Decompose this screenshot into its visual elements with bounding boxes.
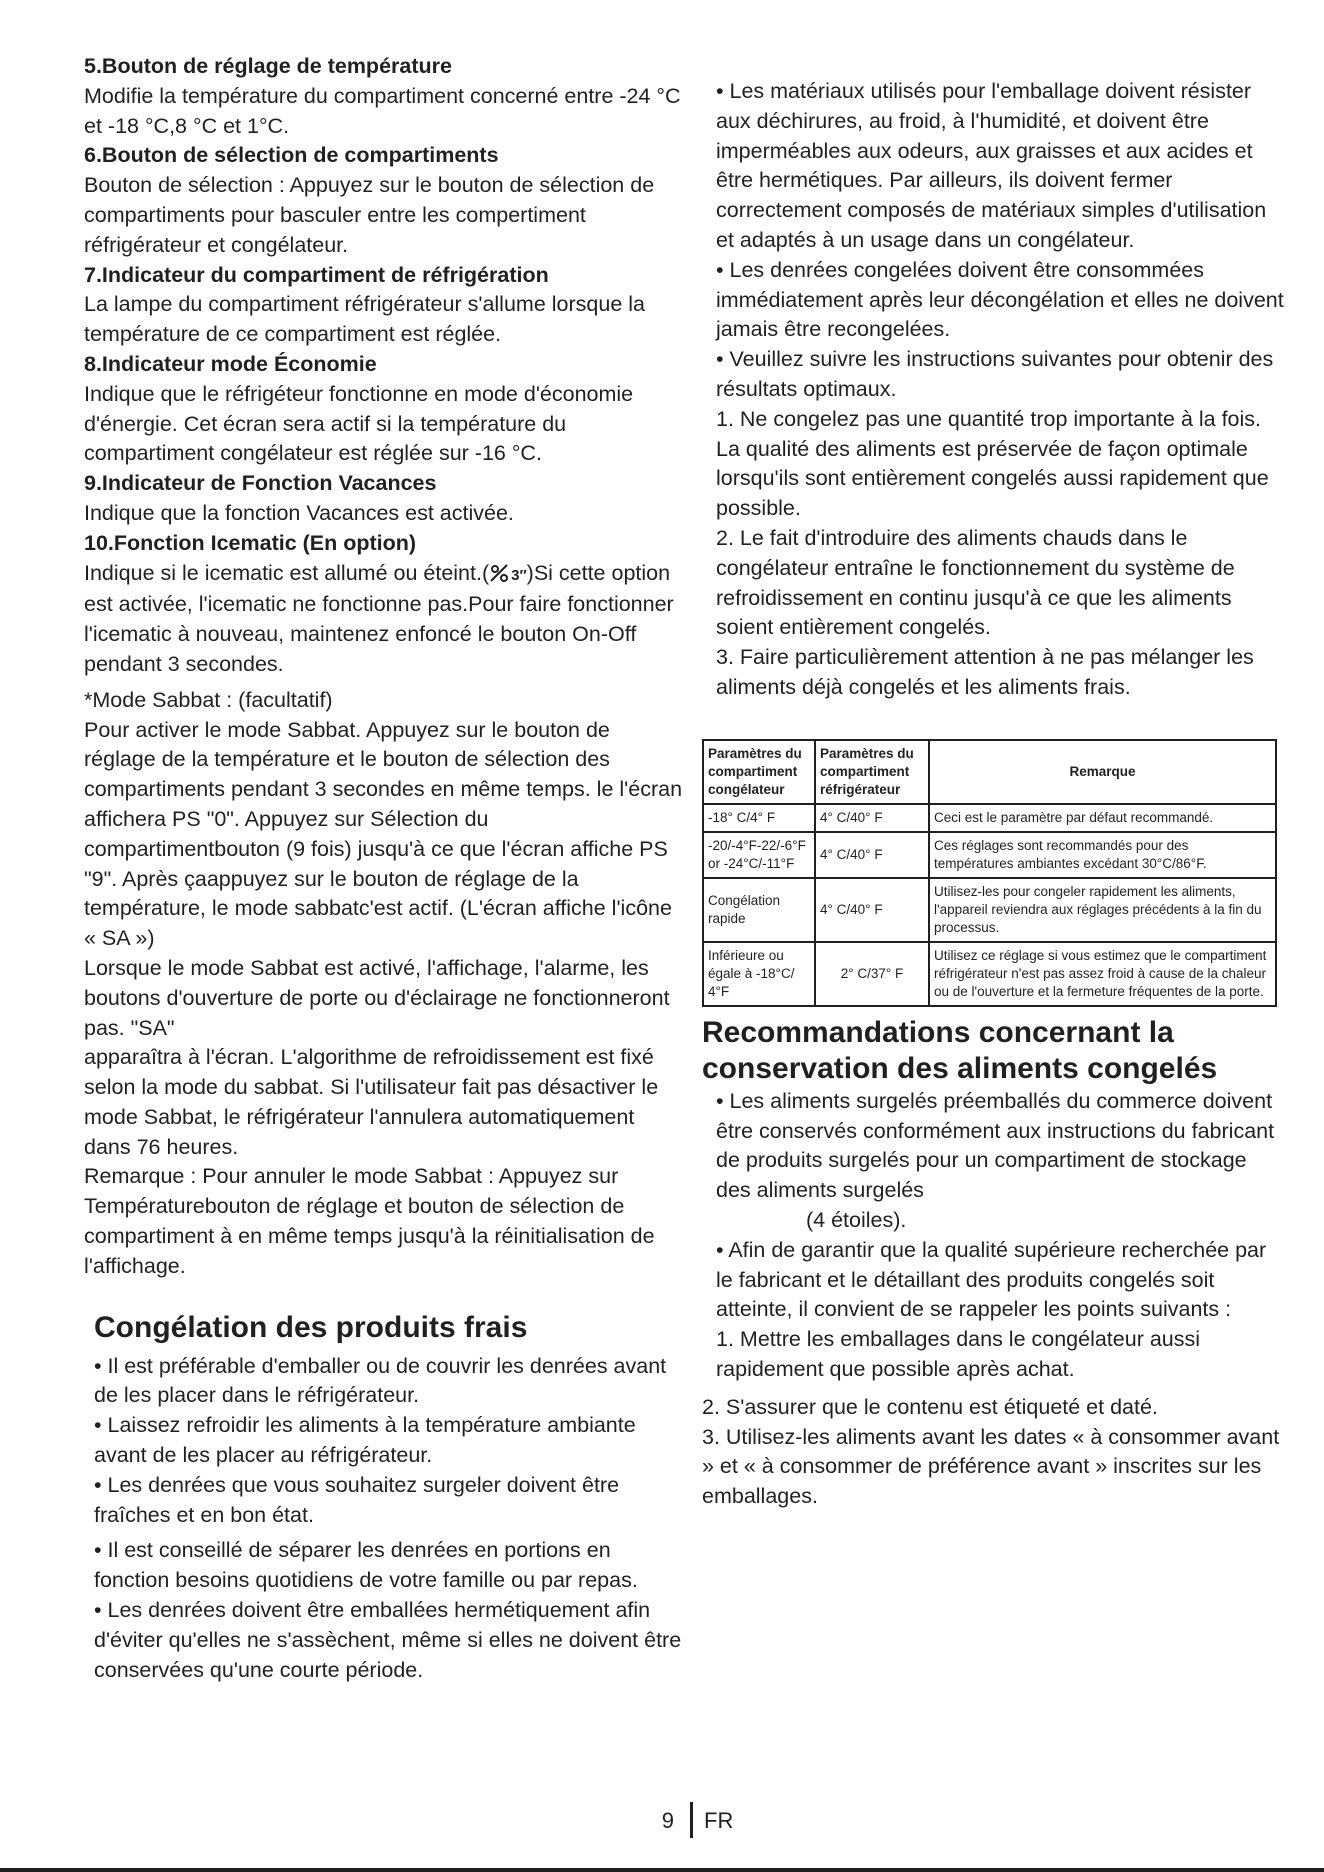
storage-bullet-1: • Les aliments surgelés préemballés du commerce doivent être conservés conformément aux instructions du fabricant de produits surgelés pour un compartiment de stockage des aliments surgelés <box>716 1088 1275 1203</box>
freezer-cell: Congélation rapide <box>703 878 815 942</box>
footer-divider <box>690 1802 693 1838</box>
right-column <box>702 77 1287 1512</box>
fridge-cell: 2° C/37° F <box>815 942 929 1006</box>
instruction-1: 1. Ne congelez pas une quantité trop importante à la fois. La qualité des aliments est préservée de façon optimale lorsqu'ils sont entièrement congelés aussi rapidement que possible. <box>716 406 1269 521</box>
section-5-text: Modifie la température du compartiment concerné entre -24 °C et -18 °C,8 °C et 1°C. <box>84 83 681 138</box>
fresh-bullet-2: • Laissez refroidir les aliments à la température ambiante avant de les placer au réfrigérateur. <box>94 1413 636 1468</box>
section-9-text: Indique que la fonction Vacances est activée. <box>84 500 514 525</box>
fresh-section <box>84 1310 684 1686</box>
fresh-bullet-5: • Les denrées doivent être emballées hermétiquement afin d'éviter qu'elles ne s'assèchent, même si elles ne doivent être conservées qu'une courte période. <box>94 1598 682 1682</box>
language-code: FR <box>704 1808 734 1833</box>
sabbat-paragraph-4: Remarque : Pour annuler le mode Sabbat : Appuyez sur Températurebouton de réglage et bouton de sélection de compartiment à en même temps jusqu'à la réinitialisation de l'affichage. <box>84 1164 655 1278</box>
table-row <box>703 832 1276 878</box>
section-7-text: La lampe du compartiment réfrigérateur s'allume lorsque la température de ce compartiment est réglée. <box>84 292 645 347</box>
storage-point-1: 1. Mettre les emballages dans le congélateur aussi rapidement que possible après achat. <box>716 1327 1201 1381</box>
sabbat-paragraph-3: apparaîtra à l'écran. L'algorithme de refroidissement est fixé selon la mode du sabbat. Si l'utilisateur fait pas désactiver le mode Sabbat, le réfrigérateur l'annulera automatiquement dans 76 heures. <box>84 1045 659 1159</box>
section-8-title: 8.Indicateur mode Économie <box>84 351 377 376</box>
thaw-bullet: • Les denrées congelées doivent être consommées immédiatement après leur décongélation et elles ne doivent jamais être recongelées. <box>716 257 1284 342</box>
remark-cell: Utilisez ce réglage si vous estimez que le compartiment réfrigérateur n'est pas assez froid à cause de la chaleur ou de l'ouverture et la fermeture fréquentes de la porte. <box>929 942 1276 1006</box>
section-10-text-a: Indique si le icematic est allumé ou éteint.( <box>84 560 490 585</box>
section-10-text-b: )Si cette option est activée, l'icematic ne fonctionne pas.Pour faire fonctionner l'icematic à nouveau, maintenez enfoncé le bouton On-Off pendant 3 secondes. <box>84 560 674 676</box>
header-freezer: Paramètres du compartiment congélateur <box>703 740 815 804</box>
fresh-title: Congélation des produits frais <box>94 1310 528 1344</box>
storage-recommendations-title: Recommandations concernant la conservation des aliments congelés <box>702 1015 1218 1085</box>
fresh-bullet-4: • Il est conseillé de séparer les denrées en portions en fonction besoins quotidiens de votre famille ou par repas. <box>94 1538 638 1593</box>
table-header-row <box>703 740 1276 804</box>
remark-cell: Ceci est le paramètre par défaut recommandé. <box>929 804 1276 832</box>
section-6-title: 6.Bouton de sélection de compartiments <box>84 143 499 168</box>
section-9-title: 9.Indicateur de Fonction Vacances <box>84 471 437 496</box>
header-fridge: Paramètres du compartiment réfrigérateur <box>815 740 929 804</box>
fridge-cell: 4° C/40° F <box>815 804 929 832</box>
freezer-cell: -20/-4°F-22/-6°F or -24°C/-11°F <box>703 832 815 878</box>
instruction-2: 2. Le fait d'introduire des aliments chauds dans le congélateur entraîne le fonctionnement du système de refroidissement en continu jusqu'à ce que les aliments soient entièrement congelés. <box>716 525 1235 640</box>
packaging-bullet: • Les matériaux utilisés pour l'emballage doivent résister aux déchirures, au froid, à l'humidité, et doivent être imperméables aux odeurs, aux graisses et aux acides et être hermétiques. Par ailleurs, ils doivent fermer correctement composés de matériaux simples d'utilisation et adaptés à un usage dans un congélateur. <box>716 79 1267 252</box>
freezer-cell: -18° C/4° F <box>703 804 815 832</box>
freezer-cell: Inférieure ou égale à -18°C/ 4°F <box>703 942 815 1006</box>
header-remark: Remarque <box>929 740 1276 804</box>
fridge-cell: 4° C/40° F <box>815 878 929 942</box>
sabbat-paragraph-2: Lorsque le mode Sabbat est activé, l'affichage, l'alarme, les boutons d'ouverture de porte ou d'éclairage ne fonctionneront pas. "SA" <box>84 955 670 1040</box>
instructions-bullet: • Veuillez suivre les instructions suivantes pour obtenir des résultats optimaux. <box>716 347 1274 401</box>
section-10-text <box>84 559 684 680</box>
fresh-bullet-1: • Il est préférable d'emballer ou de couvrir les denrées avant de les placer dans le réfrigérateur. <box>94 1353 667 1408</box>
table-row <box>703 942 1276 1006</box>
sabbat-paragraph-1: Pour activer le mode Sabbat. Appuyez sur le bouton de réglage de la température et le bouton de sélection des compartiments pendant 3 secondes en même temps. le l'écran affichera PS "0". Appuyez sur Sélection du compartimentbouton (9 fois) jusqu'à ce que l'écran affiche PS "9". Après çaappuyez sur le bouton de réglage de la température, le mode sabbatc'est actif. (L'écran affiche l'icône « SA ») <box>84 717 683 951</box>
page-number: 9 <box>661 1808 674 1833</box>
bottom-rule <box>0 1868 1324 1872</box>
storage-point-2: 2. S'assurer que le contenu est étiqueté et daté. <box>702 1394 1158 1419</box>
table-row <box>703 878 1276 942</box>
left-column <box>84 52 684 1685</box>
remark-cell: Utilisez-les pour congeler rapidement les aliments, l'appareil reviendra aux réglages précédents à la fin du processus. <box>929 878 1276 942</box>
section-5-title: 5.Bouton de réglage de température <box>84 54 452 78</box>
section-10-title: 10.Fonction Icematic (En option) <box>84 530 417 555</box>
section-6-text: Bouton de sélection : Appuyez sur le bouton de sélection de compartiments pour basculer entre les compertiment réfrigérateur et congélateur. <box>84 173 655 257</box>
remark-cell: Ces réglages sont recommandés pour des températures ambiantes excédant 30°C/86°F. <box>929 832 1276 878</box>
section-8-text: Indique que le réfrigéteur fonctionne en mode d'économie d'énergie. Cet écran sera actif si la température du compartiment congélateur est réglée sur -16 °C. <box>84 381 634 466</box>
instruction-3: 3. Faire particulièrement attention à ne pas mélanger les aliments déjà congelés et les aliments frais. <box>716 645 1254 699</box>
section-7-title: 7.Indicateur du compartiment de réfrigération <box>84 262 549 287</box>
storage-bullet-2: • Afin de garantir que la qualité supérieure recherchée par le fabricant et le détaillant des produits congelés soit atteinte, il convient de se rappeler les points suivants : <box>716 1237 1267 1322</box>
icematic-icon: 3″ <box>489 561 527 585</box>
fresh-bullet-3: • Les denrées que vous souhaitez surgeler doivent être fraîches et en bon état. <box>94 1472 620 1527</box>
sabbat-title: *Mode Sabbat : (facultatif) <box>84 687 333 712</box>
storage-bullet-1-tail: (4 étoiles). <box>806 1207 907 1232</box>
storage-point-3: 3. Utilisez-les aliments avant les dates « à consommer avant » et « à consommer de préférence avant » inscrites sur les emballages. <box>702 1424 1280 1509</box>
fridge-cell: 4° C/40° F <box>815 832 929 878</box>
settings-table <box>702 739 1277 1007</box>
table-row <box>703 804 1276 832</box>
